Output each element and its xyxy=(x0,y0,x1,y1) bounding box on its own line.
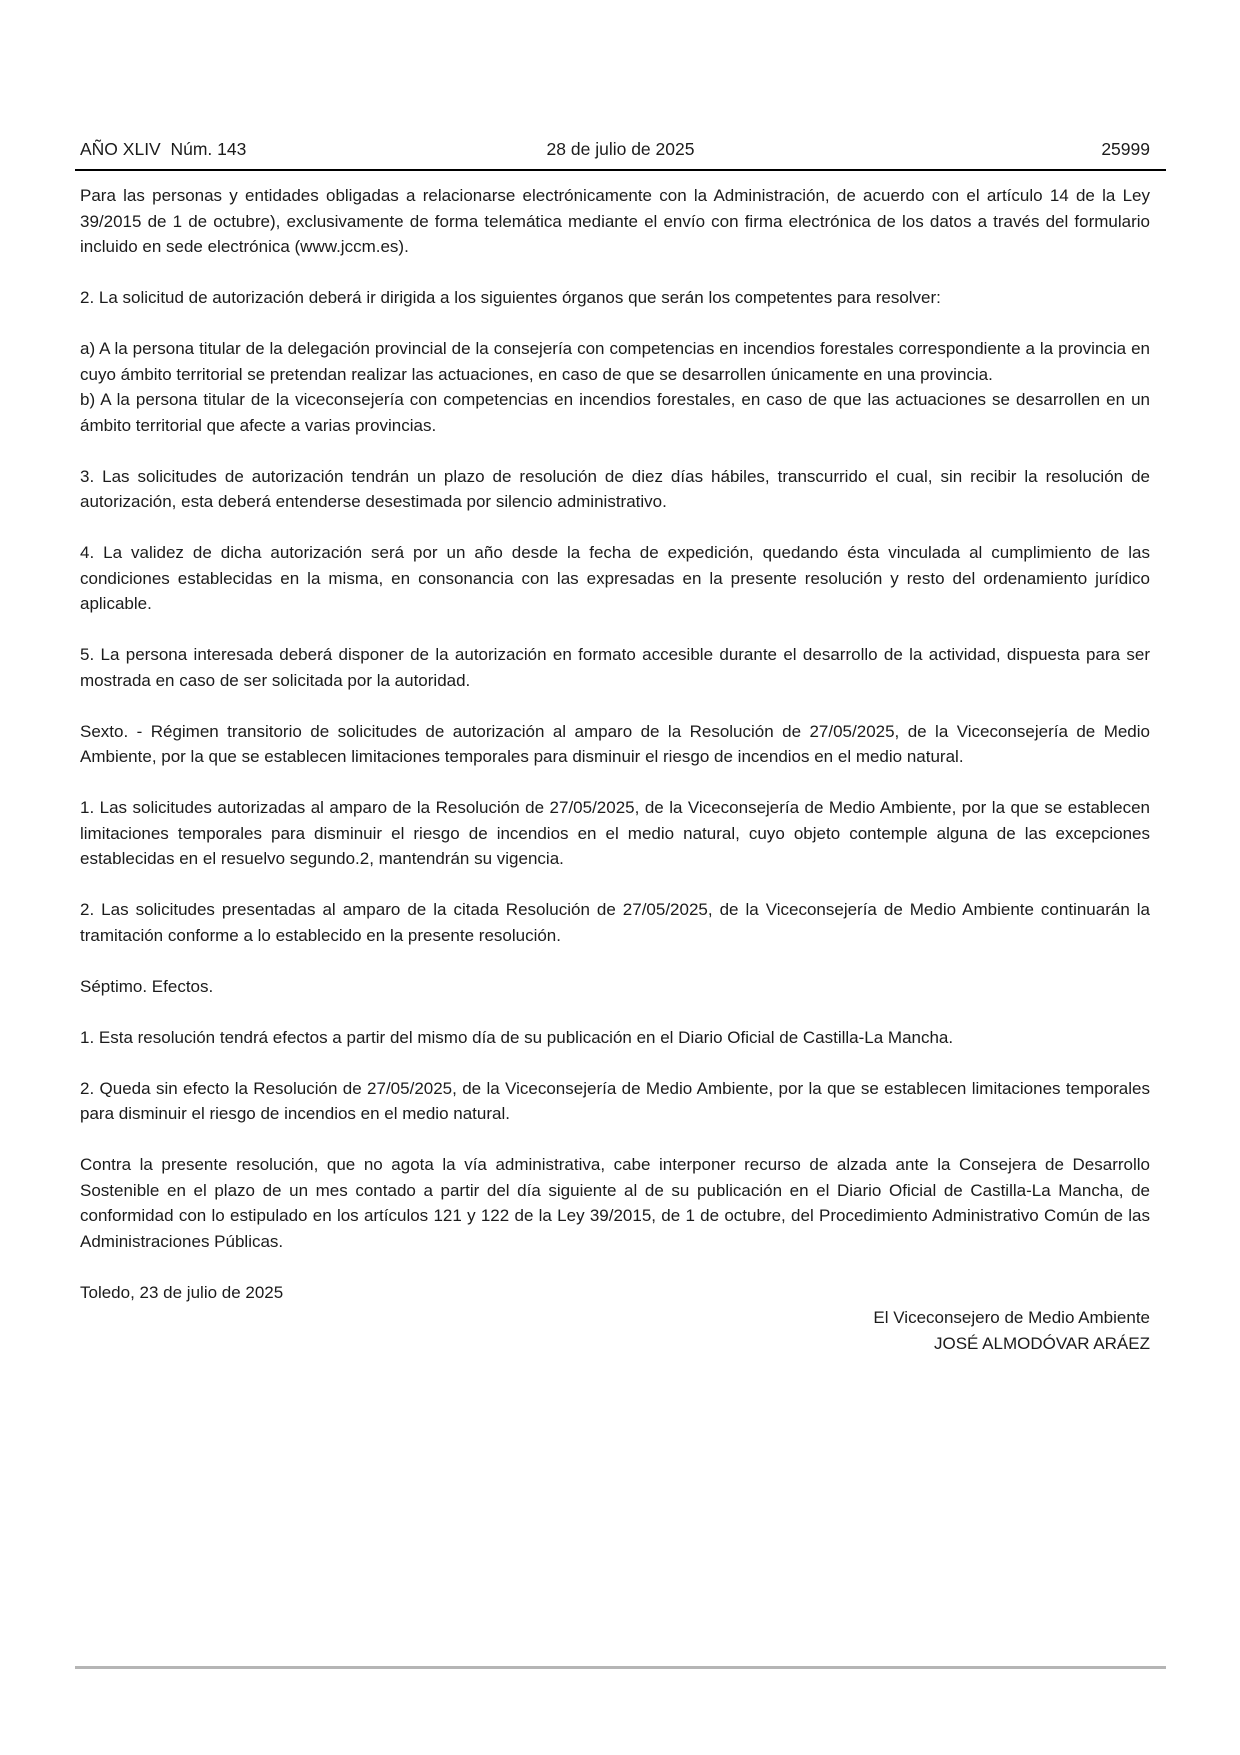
header-date: 28 de julio de 2025 xyxy=(546,139,695,159)
paragraph-point-4: 4. La validez de dicha autorización será por un año desde la fecha de expedición, quedando ésta vinculada al cumplimiento de las condiciones establecidas en la misma, en consonancia con las expresadas en la presente resolución y resto del ordenamiento jurídico aplicable. xyxy=(80,543,1150,613)
page-content xyxy=(75,138,1166,1356)
paragraph-sexto-1: 1. Las solicitudes autorizadas al amparo de la Resolución de 27/05/2025, de la Viceconsejería de Medio Ambiente, por la que se establecen limitaciones temporales para disminuir el riesgo de incendios en el medio natural, cuyo objeto contemple alguna de las excepciones establecidas en el resuelvo segundo.2, mantendrán su vigencia. xyxy=(80,798,1150,868)
signature-name: JOSÉ ALMODÓVAR ARÁEZ xyxy=(933,1333,1150,1353)
header-page-number: 25999 xyxy=(1101,139,1150,159)
paragraph-sexto-2: 2. Las solicitudes presentadas al amparo de la citada Resolución de 27/05/2025, de la Viceconsejería de Medio Ambiente continuarán la tramitación conforme a lo establecido en la presente resolución. xyxy=(80,900,1150,945)
paragraph-point-5: 5. La persona interesada deberá disponer de la autorización en formato accesible durante el desarrollo de la actividad, dispuesta para ser mostrada en caso de ser solicitada por la autoridad. xyxy=(80,645,1150,690)
signature-title: El Viceconsejero de Medio Ambiente xyxy=(873,1308,1150,1327)
paragraph-point-2b: b) A la persona titular de la viceconsejería con competencias en incendios forestales, en caso de que las actuaciones se desarrollen en un ámbito territorial que afecte a varias provincias. xyxy=(80,390,1150,435)
signature-block xyxy=(80,1305,1150,1356)
paragraph-point-2a: a) A la persona titular de la delegación provincial de la consejería con competencias en incendios forestales correspondiente a la provincia en cuyo ámbito territorial se pretendan realizar las actuaciones, en caso de que se desarrollen únicamente en una provincia. xyxy=(80,339,1150,384)
footer-rule xyxy=(75,1666,1166,1669)
paragraph-point-3: 3. Las solicitudes de autorización tendrán un plazo de resolución de diez días hábiles, transcurrido el cual, sin recibir la resolución de autorización, esta deberá entenderse desestimada por silencio administrativo. xyxy=(80,466,1150,511)
document-body xyxy=(80,183,1150,1356)
paragraph-septimo: Séptimo. Efectos. xyxy=(80,976,214,996)
paragraph-septimo-1: 1. Esta resolución tendrá efectos a partir del mismo día de su publicación en el Diario Oficial de Castilla-La Mancha. xyxy=(80,1027,954,1047)
paragraph-intro: Para las personas y entidades obligadas a relacionarse electrónicamente con la Administración, de acuerdo con el artículo 14 de la Ley 39/2015 de 1 de octubre), exclusivamente de forma telemática mediante el envío con firma electrónica de los datos a través del formulario incluido en sede electrónica (www.jccm.es). xyxy=(80,186,1150,256)
paragraph-place-date: Toledo, 23 de julio de 2025 xyxy=(80,1282,284,1302)
page-header xyxy=(75,138,1166,160)
paragraph-sexto: Sexto. - Régimen transitorio de solicitudes de autorización al amparo de la Resolución de 27/05/2025, de la Viceconsejería de Medio Ambiente, por la que se establecen limitaciones temporales para disminuir el riesgo de incendios en el medio natural. xyxy=(80,721,1150,766)
paragraph-septimo-2: 2. Queda sin efecto la Resolución de 27/05/2025, de la Viceconsejería de Medio Ambiente, por la que se establecen limitaciones temporales para disminuir el riesgo de incendios en el medio natural. xyxy=(80,1078,1150,1123)
header-edition: AÑO XLIV Núm. 143 xyxy=(80,139,247,159)
paragraph-recurso: Contra la presente resolución, que no agota la vía administrativa, cabe interponer recurso de alzada ante la Consejera de Desarrollo Sostenible en el plazo de un mes contado a partir del día siguiente al de su publicación en el Diario Oficial de Castilla-La Mancha, de conformidad con lo estipulado en los artículos 121 y 122 de la Ley 39/2015, de 1 de octubre, del Procedimiento Administrativo Común de las Administraciones Públicas. xyxy=(80,1155,1150,1251)
paragraph-point-2: 2. La solicitud de autorización deberá ir dirigida a los siguientes órganos que serán los competentes para resolver: xyxy=(80,288,941,307)
header-rule xyxy=(75,169,1166,171)
